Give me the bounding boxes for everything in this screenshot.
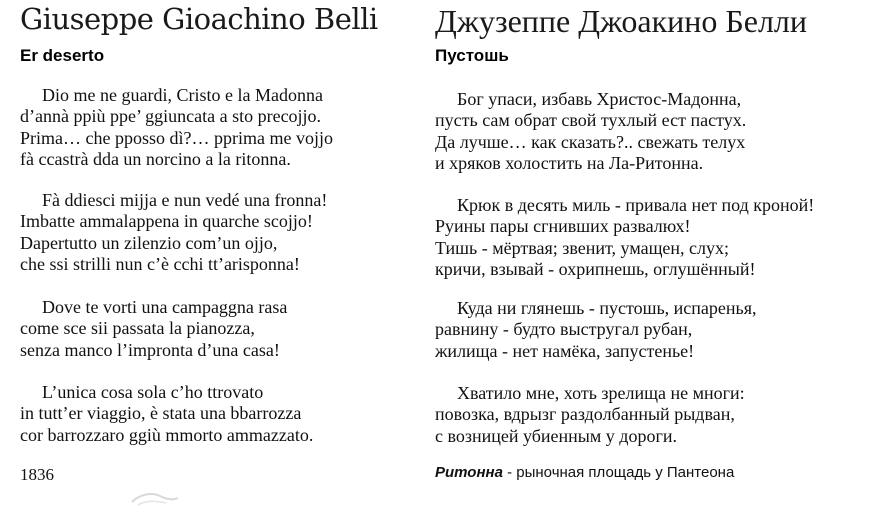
stanza-2-translated	[435, 195, 814, 280]
stanza-1-translated	[435, 89, 746, 174]
stanza-1	[20, 85, 333, 170]
poem-line: жилища - нет намёка, запустенье!	[435, 340, 695, 361]
poem-title-translated: Пустошь	[435, 46, 509, 65]
poem-line: Куда ни глянешь - пустошь, испаренья,	[457, 298, 757, 318]
poem-line: Да лучше… как сказать?.. свежать телух	[435, 131, 746, 152]
poem-line: Dio me ne guardi, Cristo e la Madonna	[42, 85, 323, 105]
poem-line: in tutt’er viaggio, è stata una bbarrozza	[20, 403, 302, 424]
poem-line: повозка, вдрызг раздолбанный рыдван,	[435, 404, 735, 425]
poem-line: Хватило мне, хоть зрелища не многи:	[457, 383, 745, 403]
poem-line: Бог упаси, избавь Христос-Мадонна,	[457, 89, 742, 109]
stanza-4-translated	[435, 383, 745, 447]
poem-line: come sce sii passata la pianozza,	[20, 318, 255, 339]
poem-line: пусть сам обрат свой тухлый ест пастух.	[435, 110, 747, 131]
poem-line: senza manco l’impronta d’una casa!	[20, 339, 280, 360]
footnote-term: Ритонна	[435, 464, 503, 481]
poem-line: che ssi strilli nun c’è cchi tt’arisponna!	[20, 253, 300, 274]
stanza-3-translated	[435, 298, 757, 362]
poem-line: Тишь - мёртвая; звенит, умащен, слух;	[435, 237, 730, 258]
poem-line: fà ccastrà dda un norcino a la ritonna.	[20, 148, 291, 169]
author-name-translated: Джузеппе Джоакино Белли	[435, 3, 808, 39]
poem-line: L’unica cosa sola c’ho ttrovato	[42, 382, 264, 402]
poem-line: Dove te vorti una campaggna rasa	[42, 297, 288, 317]
poem-line: Imbatte ammalappena in quarche scojjo!	[20, 211, 313, 232]
poem-title: Er deserto	[20, 46, 105, 65]
poem-line: Fà ddiesci mijja e nun vedé una fronna!	[42, 190, 328, 210]
stanza-4	[20, 382, 313, 446]
footnote	[435, 464, 734, 481]
stanza-2	[20, 190, 327, 275]
poem-line: Руины пары сгнивших развалюх!	[435, 216, 691, 237]
poem-line: равнину - будто выстругал рубан,	[435, 319, 693, 340]
poem-line: Dapertutto un zilenzio com’un ojjo,	[20, 232, 278, 253]
poem-line: кричи, взывай - охрипнешь, оглушённый!	[435, 258, 756, 279]
scan-smudge-mark	[130, 490, 180, 508]
poem-line: с возницей убиенным у дороги.	[435, 425, 677, 446]
poem-year: 1836	[20, 465, 54, 484]
poem-line: d’annà ppiù ppe’ ggiuncata a sto precojjo.	[20, 106, 322, 127]
poem-line: Крюк в десять миль - привала нет под кроной!	[457, 195, 815, 215]
poem-line: cor barrozzaro ggiù mmorto ammazzato.	[20, 424, 314, 445]
poem-line: Prima… che pposso dì?… pprima me vojjo	[20, 127, 333, 148]
footnote-text: - рыночная площадь у Пантеона	[502, 464, 735, 481]
author-name: Giuseppe Gioachino Belli	[20, 2, 378, 36]
stanza-3	[20, 297, 287, 361]
poem-line: и хряков холостить на Ла-Ритонна.	[435, 152, 704, 173]
